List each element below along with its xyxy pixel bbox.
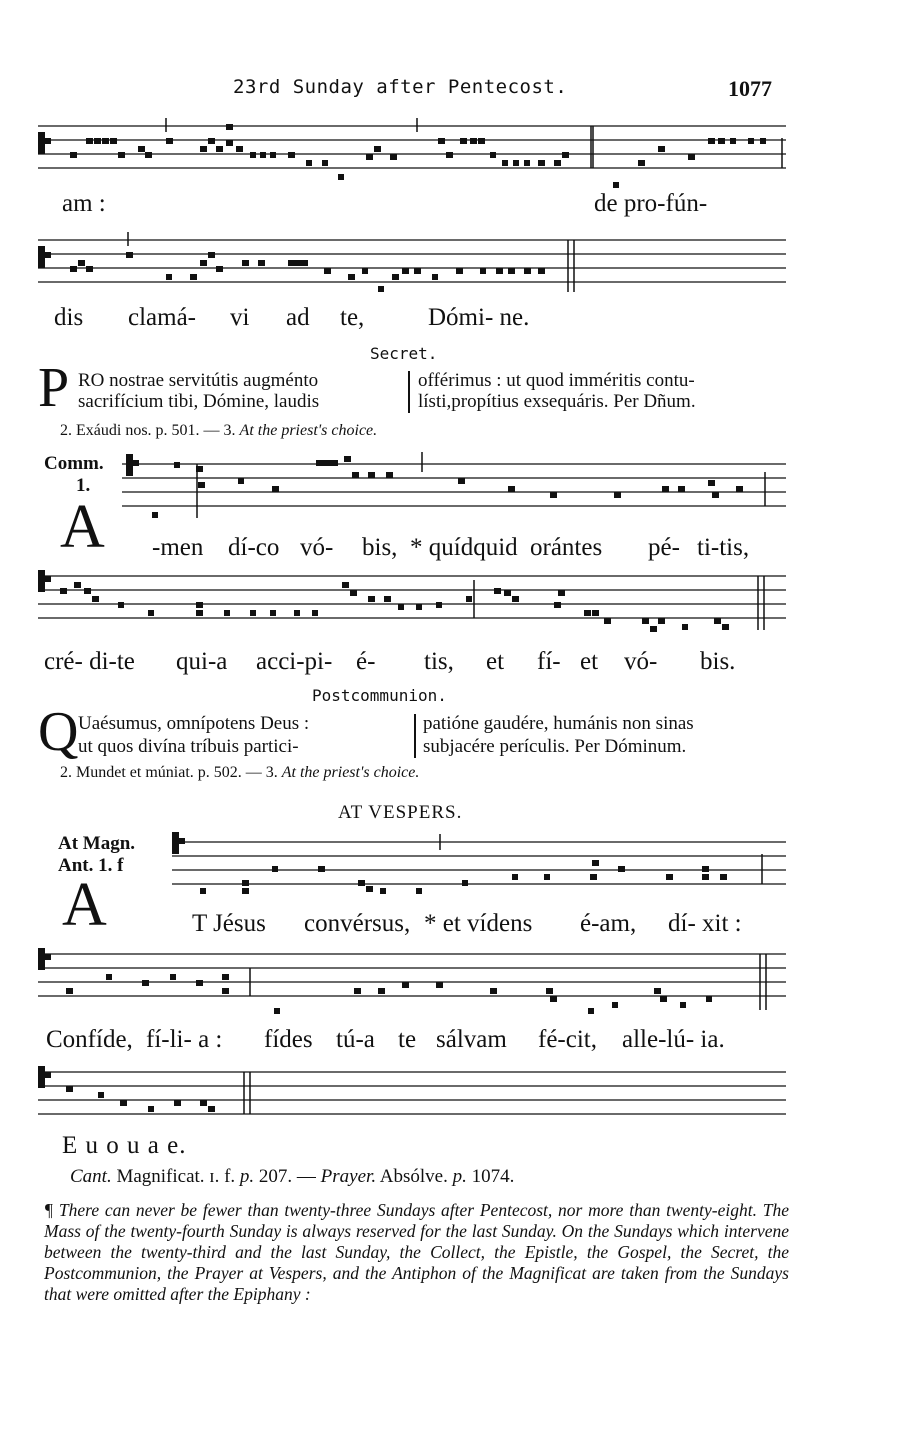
lyric: dí-co	[228, 534, 280, 561]
chant-staff-2	[38, 232, 788, 308]
prose-line: offérimus : ut quod imméritis contu-	[418, 370, 695, 391]
lyric: Dómi- ne.	[428, 304, 530, 331]
lyric: vó-	[624, 648, 658, 675]
chant-staff-1	[38, 118, 788, 194]
lyric: orántes	[530, 534, 603, 561]
lyric: cré- di-te	[44, 648, 135, 675]
lyric: ad	[286, 304, 310, 331]
chant-label: 1.	[76, 475, 91, 496]
chant-label: Comm.	[44, 453, 104, 474]
reference-line	[60, 422, 377, 440]
lyric: ti-tis,	[697, 534, 750, 561]
lyric: é-	[356, 648, 376, 675]
lyric: -men	[152, 534, 204, 561]
prose-line: patióne gaudére, humánis non sinas	[423, 713, 694, 734]
chant-staff-5	[172, 830, 788, 910]
lyric: vi	[230, 304, 250, 331]
running-header: 23rd Sunday after Pentecost.	[233, 76, 568, 98]
prose-line: lísti,propítius exsequáris. Per Dñum.	[418, 391, 696, 412]
cant-page: 207. —	[258, 1166, 316, 1187]
reference-text: 2. Exáudi nos. p. 501. — 3.	[60, 422, 236, 439]
reference-text: 2. Mundet et múniat. p. 502. — 3.	[60, 764, 278, 781]
section-heading: Postcommunion.	[312, 686, 447, 705]
prose-line: RO nostrae servitútis augménto	[78, 370, 319, 391]
lyric: et	[580, 648, 599, 675]
lyric: * quídquid	[410, 534, 518, 561]
lyric: fí-	[537, 648, 561, 675]
cant-p: p.	[239, 1166, 255, 1187]
lyric: fídes	[264, 1026, 313, 1053]
column-divider	[408, 371, 410, 413]
lyric: acci-pi-	[256, 648, 333, 675]
prose-line: subjacére perículis. Per Dóminum.	[423, 736, 687, 757]
lyric: * et vídens	[424, 910, 533, 937]
chant-label: Ant. 1. f	[58, 855, 124, 876]
lyric: dí- xit :	[668, 910, 742, 937]
reference-italic: At the priest's choice.	[239, 422, 378, 439]
cant-label: Cant.	[70, 1166, 112, 1187]
prayer-label: Prayer.	[320, 1166, 377, 1187]
lyric: bis,	[362, 534, 398, 561]
lyric: tis,	[424, 648, 454, 675]
lyric: vó-	[300, 534, 334, 561]
lyric: sálvam	[436, 1026, 507, 1053]
initial-letter: Q	[38, 701, 79, 763]
column-divider	[414, 714, 416, 758]
prayer-text: Absólve.	[379, 1166, 448, 1187]
reference-line	[60, 764, 419, 782]
lyric: clamá-	[128, 304, 197, 331]
cant-text: Magnificat. ɪ. f.	[116, 1166, 236, 1187]
prayer-p: p.	[452, 1166, 467, 1187]
lyric: te,	[340, 304, 365, 331]
initial-letter: P	[38, 357, 70, 419]
lyric: pé-	[648, 534, 680, 561]
prose-line: ut quos divína tríbuis partici-	[78, 736, 299, 757]
chant-staff-7	[38, 1066, 788, 1132]
lyric: qui-a	[176, 648, 228, 675]
chant-staff-4	[38, 568, 788, 648]
lyric: Confíde,	[46, 1026, 133, 1053]
chant-staff-3	[122, 452, 788, 538]
page-number: 1077	[728, 76, 772, 101]
lyric: de pro-fún-	[594, 190, 708, 217]
prayer-page: 1074.	[471, 1166, 515, 1187]
lyric: te	[398, 1026, 417, 1053]
canticle-reference	[70, 1166, 514, 1188]
euouae-line: E u o u a e.	[62, 1132, 187, 1159]
lyric: am :	[62, 190, 106, 217]
lyric: bis.	[700, 648, 736, 675]
section-heading: AT VESPERS.	[338, 802, 463, 823]
section-heading: Secret.	[370, 344, 438, 363]
prose-line: Uaésumus, omnípotens Deus :	[78, 713, 310, 734]
reference-italic: At the priest's choice.	[281, 764, 420, 781]
lyric: fé-cit,	[538, 1026, 597, 1053]
lyric: é-am,	[580, 910, 637, 937]
prose-line: sacrifícium tibi, Dómine, laudis	[78, 391, 320, 412]
lyric: alle-lú- ia.	[622, 1026, 725, 1053]
chant-label: At Magn.	[58, 833, 136, 854]
footnote: ¶ There can never be fewer than twenty-three Sundays after Pentecost, nor more than twenty-eight. The Mass of the twenty-fourth Sunday is always reserved for the last Sunday. On the Sundays which intervene between the twenty-third and the last Sunday, the Collect, the Epistle, the Gospel, the Secret, the Postcommunion, the Prayer at Vespers, and the Antiphon of the Magnificat are taken from the Sundays that were omitted after the Epiphany :	[44, 1200, 789, 1304]
chant-staff-6	[38, 946, 788, 1026]
lyric: T Jésus	[192, 910, 266, 937]
lyric: et	[486, 648, 505, 675]
initial-letter: A	[62, 871, 107, 939]
initial-letter: A	[60, 493, 105, 561]
lyric: fí-li- a :	[146, 1026, 223, 1053]
lyric: convérsus,	[304, 910, 411, 937]
lyric: tú-a	[336, 1026, 375, 1053]
lyric: dis	[54, 304, 84, 331]
